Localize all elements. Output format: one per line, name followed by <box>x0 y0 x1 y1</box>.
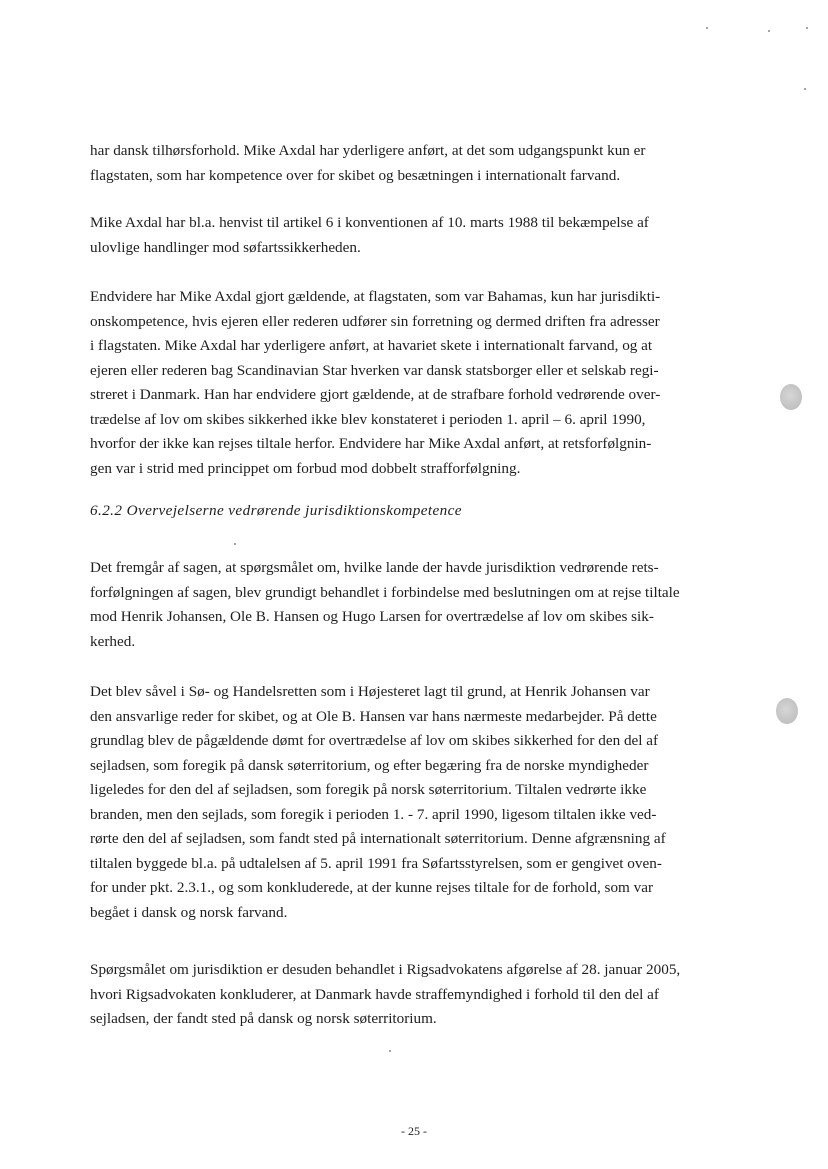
text-line: for under pkt. 2.3.1., og som konkluderede, at der kunne rejses tiltale for de forhold, som var <box>90 879 654 896</box>
paragraph-2 <box>90 211 740 260</box>
text-line: branden, men den sejlads, som foregik i perioden 1. - 7. april 1990, ligesom tiltalen ikke ved- <box>90 805 657 823</box>
text-line: onskompetence, hvis ejeren eller rederen udfører sin forretning og dermed driften fra adresser <box>90 312 660 330</box>
text-line: tiltalen byggede bl.a. på udtalelsen af 5. april 1991 fra Søfartsstyrelsen, som er gengivet oven- <box>90 854 662 872</box>
text-line: kerhed. <box>90 632 136 650</box>
text-line: streret i Danmark. Han har endvidere gjort gældende, at de strafbare forhold vedrørende over- <box>90 386 661 403</box>
text-line: den ansvarlige reder for skibet, og at Ole B. Hansen var hans nærmeste medarbejder. På dette <box>90 707 657 725</box>
scan-speck <box>706 27 708 29</box>
text-line: ejeren eller rederen bag Scandinavian Star hverken var dansk statsborger eller et selskab regi- <box>90 361 659 379</box>
text-line: grundlag blev de pågældende dømt for overtrædelse af lov om skibes sikkerhed for den del af <box>90 732 659 749</box>
scan-speck <box>806 27 808 29</box>
text-line: i flagstaten. Mike Axdal har yderligere anført, at havariet skete i internationalt farvand, og at <box>90 337 653 354</box>
paragraph-1 <box>90 139 740 188</box>
paragraph-6 <box>90 958 740 1032</box>
scan-speck <box>768 30 770 32</box>
text-line: mod Henrik Johansen, Ole B. Hansen og Hugo Larsen for overtrædelse af lov om skibes sik- <box>90 608 654 625</box>
text-line: hvori Rigsadvokaten konkluderer, at Danmark havde straffemyndighed i forhold til den del af <box>90 985 659 1003</box>
scan-speck <box>234 543 236 545</box>
text-line: sejladsen, som foregik på dansk søterritorium, og efter begæring fra de norske myndigheder <box>90 756 649 774</box>
punch-hole <box>780 384 802 410</box>
text-line: ulovlige handlinger mod søfartssikkerheden. <box>90 238 361 256</box>
text-line: Endvidere har Mike Axdal gjort gældende, at flagstaten, som var Bahamas, kun har jurisdikti- <box>90 288 661 305</box>
scan-speck <box>389 1050 391 1052</box>
page-number: - 25 - <box>401 1124 427 1138</box>
text-line: sejladsen, der fandt sted på dansk og norsk søterritorium. <box>90 1010 437 1027</box>
text-line: gen var i strid med princippet om forbud mod dobbelt strafforfølgning. <box>90 459 521 477</box>
scan-speck <box>804 88 806 90</box>
text-line: rørte den del af sejladsen, som fandt sted på internationalt søterritorium. Denne afgrænsning af <box>90 830 666 847</box>
text-line: Spørgsmålet om jurisdiktion er desuden behandlet i Rigsadvokatens afgørelse af 28. januar 2005, <box>90 961 681 978</box>
paragraph-5 <box>90 680 740 925</box>
text-line: Mike Axdal har bl.a. henvist til artikel 6 i konventionen af 10. marts 1988 til bekæmpelse af <box>90 214 649 231</box>
punch-hole <box>776 698 798 724</box>
text-line: har dansk tilhørsforhold. Mike Axdal har yderligere anført, at det som udgangspunkt kun er <box>90 142 646 159</box>
paragraph-3 <box>90 285 740 481</box>
text-line: forfølgningen af sagen, blev grundigt behandlet i forbindelse med beslutningen om at rejse tiltale <box>90 583 680 601</box>
text-line: ligeledes for den del af sejladsen, som foregik på norsk søterritorium. Tiltalen vedrørte ikke <box>90 781 647 798</box>
text-line: Det blev såvel i Sø- og Handelsretten som i Højesteret lagt til grund, at Henrik Johansen var <box>90 683 650 700</box>
text-line: begået i dansk og norsk farvand. <box>90 903 288 921</box>
text-line: flagstaten, som har kompetence over for skibet og besætningen i internationalt farvand. <box>90 166 621 184</box>
text-line: hvorfor der ikke kan rejses tiltale herfor. Endvidere har Mike Axdal anført, at retsforfølgnin- <box>90 435 652 452</box>
text-line: trædelse af lov om skibes sikkerhed ikke blev konstateret i perioden 1. april – 6. april 1990, <box>90 410 646 428</box>
paragraph-4 <box>90 556 740 654</box>
section-heading: 6.2.2 Overvejelserne vedrørende jurisdiktionskompetence <box>90 502 462 519</box>
text-line: Det fremgår af sagen, at spørgsmålet om, hvilke lande der havde jurisdiktion vedrørende rets- <box>90 559 659 576</box>
